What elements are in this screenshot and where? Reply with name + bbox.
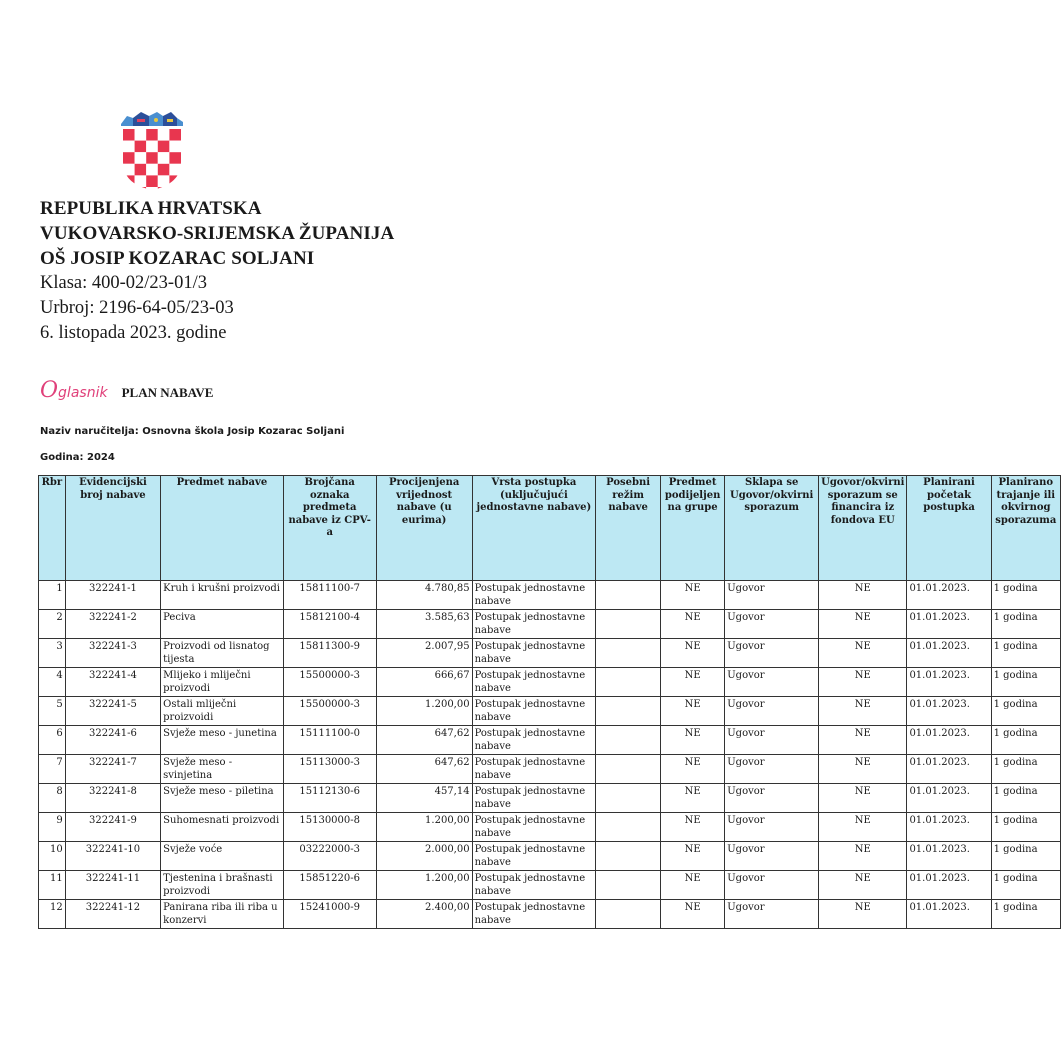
cell-posebni-rezim <box>596 639 661 668</box>
crest-square <box>135 129 147 141</box>
crest-square <box>146 164 158 176</box>
cell-evidencijski-broj: 322241-2 <box>65 610 160 639</box>
cell-predmet: Svježe meso - svinjetina <box>161 755 284 784</box>
cell-trajanje: 1 godina <box>991 842 1060 871</box>
cell-ugovor-tip: Ugovor <box>725 639 819 668</box>
cell-vrsta-postupka: Postupak jednostavne nabave <box>472 697 596 726</box>
cell-vrsta-postupka: Postupak jednostavne nabave <box>472 900 596 929</box>
document-header <box>40 196 394 346</box>
cell-predmet: Ostali mliječni proizvoidi <box>161 697 284 726</box>
cell-vrijednost: 1.200,00 <box>376 697 472 726</box>
crest-square <box>135 164 147 176</box>
cell-pocetak: 01.01.2023. <box>907 639 991 668</box>
table-row <box>39 784 1061 813</box>
cell-vrsta-postupka: Postupak jednostavne nabave <box>472 871 596 900</box>
crest-square <box>123 164 135 176</box>
cell-vrijednost: 647,62 <box>376 726 472 755</box>
cell-vrijednost: 457,14 <box>376 784 472 813</box>
table-row <box>39 871 1061 900</box>
table-row <box>39 813 1061 842</box>
cell-grupe: NE <box>661 813 725 842</box>
cell-trajanje: 1 godina <box>991 871 1060 900</box>
cell-posebni-rezim <box>596 813 661 842</box>
cell-cpv: 15811100-7 <box>283 581 376 610</box>
cell-rbr: 7 <box>39 755 66 784</box>
cell-trajanje: 1 godina <box>991 581 1060 610</box>
cell-posebni-rezim <box>596 755 661 784</box>
cell-grupe: NE <box>661 581 725 610</box>
table-row <box>39 610 1061 639</box>
cell-cpv: 15241000-9 <box>283 900 376 929</box>
cell-ugovor-tip: Ugovor <box>725 900 819 929</box>
cell-cpv: 15812100-4 <box>283 610 376 639</box>
cell-posebni-rezim <box>596 900 661 929</box>
cell-eu-fondovi: NE <box>819 900 907 929</box>
cell-posebni-rezim <box>596 581 661 610</box>
column-header: Planirani početak postupka <box>907 476 991 581</box>
cell-ugovor-tip: Ugovor <box>725 755 819 784</box>
cell-trajanje: 1 godina <box>991 900 1060 929</box>
table-row <box>39 697 1061 726</box>
cell-rbr: 5 <box>39 697 66 726</box>
oglasnik-logo: Oglasnik <box>40 378 108 403</box>
header-country: REPUBLIKA HRVATSKA <box>40 198 262 219</box>
cell-evidencijski-broj: 322241-8 <box>65 784 160 813</box>
cell-rbr: 1 <box>39 581 66 610</box>
cell-evidencijski-broj: 322241-1 <box>65 581 160 610</box>
cell-eu-fondovi: NE <box>819 639 907 668</box>
cell-pocetak: 01.01.2023. <box>907 813 991 842</box>
cell-vrijednost: 4.780,85 <box>376 581 472 610</box>
header-school: OŠ JOSIP KOZARAC SOLJANI <box>40 248 315 269</box>
cell-pocetak: 01.01.2023. <box>907 581 991 610</box>
table-row <box>39 900 1061 929</box>
column-header: Procijenjena vrijednost nabave (u eurima) <box>376 476 472 581</box>
crest-square <box>158 175 170 187</box>
crest-square <box>135 187 147 190</box>
cell-eu-fondovi: NE <box>819 784 907 813</box>
cell-rbr: 10 <box>39 842 66 871</box>
table-row <box>39 726 1061 755</box>
cell-pocetak: 01.01.2023. <box>907 784 991 813</box>
cell-evidencijski-broj: 322241-3 <box>65 639 160 668</box>
cell-vrsta-postupka: Postupak jednostavne nabave <box>472 784 596 813</box>
cell-vrsta-postupka: Postupak jednostavne nabave <box>472 610 596 639</box>
cell-vrijednost: 3.585,63 <box>376 610 472 639</box>
header-date: 6. listopada 2023. godine <box>40 323 227 343</box>
cell-predmet: Peciva <box>161 610 284 639</box>
cell-pocetak: 01.01.2023. <box>907 755 991 784</box>
cell-trajanje: 1 godina <box>991 610 1060 639</box>
column-header: Posebni režim nabave <box>596 476 661 581</box>
column-header: Planirano trajanje ili okvirnog sporazuma <box>991 476 1060 581</box>
cell-posebni-rezim <box>596 871 661 900</box>
table-row <box>39 842 1061 871</box>
cell-vrijednost: 2.400,00 <box>376 900 472 929</box>
cell-vrsta-postupka: Postupak jednostavne nabave <box>472 813 596 842</box>
cell-ugovor-tip: Ugovor <box>725 784 819 813</box>
column-header: Rbr <box>39 476 66 581</box>
cell-cpv: 15851220-6 <box>283 871 376 900</box>
cell-vrijednost: 666,67 <box>376 668 472 697</box>
cell-grupe: NE <box>661 610 725 639</box>
cell-predmet: Panirana riba ili riba u konzervi <box>161 900 284 929</box>
cell-trajanje: 1 godina <box>991 697 1060 726</box>
table-row <box>39 755 1061 784</box>
cell-vrsta-postupka: Postupak jednostavne nabave <box>472 639 596 668</box>
cell-rbr: 3 <box>39 639 66 668</box>
cell-grupe: NE <box>661 755 725 784</box>
cell-grupe: NE <box>661 668 725 697</box>
crest-square <box>169 141 181 153</box>
procurement-plan-table <box>38 475 1061 929</box>
cell-grupe: NE <box>661 900 725 929</box>
column-header: Vrsta postupka (uključujući jednostavne nabave) <box>472 476 596 581</box>
cell-trajanje: 1 godina <box>991 726 1060 755</box>
table-row <box>39 668 1061 697</box>
cell-predmet: Svježe voće <box>161 842 284 871</box>
column-header: Predmet podijeljen na grupe <box>661 476 725 581</box>
cell-pocetak: 01.01.2023. <box>907 726 991 755</box>
crest-square <box>146 152 158 164</box>
crest-square <box>169 129 181 141</box>
crest-square <box>146 129 158 141</box>
crest-square <box>146 175 158 187</box>
contracting-authority: Naziv naručitelja: Osnovna škola Josip Kozarac Soljani <box>40 426 345 437</box>
column-header: Ugovor/okvirni sporazum se financira iz fondova EU <box>819 476 907 581</box>
crest-square <box>146 141 158 153</box>
cell-posebni-rezim <box>596 784 661 813</box>
crest-square <box>158 187 170 190</box>
cell-pocetak: 01.01.2023. <box>907 900 991 929</box>
cell-posebni-rezim <box>596 726 661 755</box>
crest-square <box>135 152 147 164</box>
cell-vrsta-postupka: Postupak jednostavne nabave <box>472 668 596 697</box>
cell-predmet: Svježe meso - piletina <box>161 784 284 813</box>
cell-evidencijski-broj: 322241-4 <box>65 668 160 697</box>
cell-pocetak: 01.01.2023. <box>907 842 991 871</box>
cell-ugovor-tip: Ugovor <box>725 842 819 871</box>
cell-eu-fondovi: NE <box>819 842 907 871</box>
cell-grupe: NE <box>661 871 725 900</box>
cell-evidencijski-broj: 322241-12 <box>65 900 160 929</box>
crest-square <box>169 175 181 187</box>
cell-eu-fondovi: NE <box>819 871 907 900</box>
cell-vrsta-postupka: Postupak jednostavne nabave <box>472 581 596 610</box>
table-row <box>39 639 1061 668</box>
column-header: Evidencijski broj nabave <box>65 476 160 581</box>
crest-square <box>158 129 170 141</box>
header-klasa: Klasa: 400-02/23-01/3 <box>40 273 207 293</box>
cell-eu-fondovi: NE <box>819 726 907 755</box>
cell-cpv: 15113000-3 <box>283 755 376 784</box>
cell-cpv: 15130000-8 <box>283 813 376 842</box>
cell-eu-fondovi: NE <box>819 697 907 726</box>
header-urbroj: Urbroj: 2196-64-05/23-03 <box>40 298 234 318</box>
cell-evidencijski-broj: 322241-6 <box>65 726 160 755</box>
cell-vrsta-postupka: Postupak jednostavne nabave <box>472 726 596 755</box>
crest-square <box>158 164 170 176</box>
cell-grupe: NE <box>661 842 725 871</box>
crest-square <box>169 187 181 190</box>
year: Godina: 2024 <box>40 452 115 463</box>
cell-grupe: NE <box>661 784 725 813</box>
cell-evidencijski-broj: 322241-7 <box>65 755 160 784</box>
cell-eu-fondovi: NE <box>819 581 907 610</box>
cell-cpv: 15500000-3 <box>283 668 376 697</box>
crest-square <box>158 152 170 164</box>
cell-ugovor-tip: Ugovor <box>725 668 819 697</box>
crest-square <box>123 152 135 164</box>
crest-square <box>123 187 135 190</box>
cell-evidencijski-broj: 322241-11 <box>65 871 160 900</box>
cell-rbr: 9 <box>39 813 66 842</box>
column-header: Predmet nabave <box>161 476 284 581</box>
cell-ugovor-tip: Ugovor <box>725 871 819 900</box>
table-row <box>39 581 1061 610</box>
cell-cpv: 15811300-9 <box>283 639 376 668</box>
cell-rbr: 4 <box>39 668 66 697</box>
cell-evidencijski-broj: 322241-9 <box>65 813 160 842</box>
cell-predmet: Tjestenina i brašnasti proizvodi <box>161 871 284 900</box>
cell-vrijednost: 2.000,00 <box>376 842 472 871</box>
cell-pocetak: 01.01.2023. <box>907 610 991 639</box>
crest-square <box>123 175 135 187</box>
cell-predmet: Proizvodi od lisnatog tijesta <box>161 639 284 668</box>
cell-posebni-rezim <box>596 842 661 871</box>
cell-vrsta-postupka: Postupak jednostavne nabave <box>472 755 596 784</box>
cell-rbr: 11 <box>39 871 66 900</box>
croatian-coat-of-arms-icon <box>119 112 185 190</box>
cell-ugovor-tip: Ugovor <box>725 726 819 755</box>
cell-posebni-rezim <box>596 610 661 639</box>
cell-cpv: 15111100-0 <box>283 726 376 755</box>
cell-ugovor-tip: Ugovor <box>725 813 819 842</box>
cell-rbr: 8 <box>39 784 66 813</box>
cell-posebni-rezim <box>596 697 661 726</box>
page-title: PLAN NABAVE <box>121 385 214 400</box>
cell-eu-fondovi: NE <box>819 610 907 639</box>
cell-grupe: NE <box>661 726 725 755</box>
cell-rbr: 2 <box>39 610 66 639</box>
header-county: VUKOVARSKO-SRIJEMSKA ŽUPANIJA <box>40 223 395 244</box>
crest-square <box>123 129 135 141</box>
cell-eu-fondovi: NE <box>819 668 907 697</box>
cell-cpv: 15112130-6 <box>283 784 376 813</box>
cell-vrijednost: 2.007,95 <box>376 639 472 668</box>
cell-trajanje: 1 godina <box>991 668 1060 697</box>
cell-rbr: 12 <box>39 900 66 929</box>
cell-eu-fondovi: NE <box>819 755 907 784</box>
cell-predmet: Kruh i krušni proizvodi <box>161 581 284 610</box>
crest-square <box>146 187 158 190</box>
column-header: Brojčana oznaka predmeta nabave iz CPV-a <box>283 476 376 581</box>
cell-vrijednost: 1.200,00 <box>376 813 472 842</box>
cell-grupe: NE <box>661 639 725 668</box>
cell-pocetak: 01.01.2023. <box>907 697 991 726</box>
cell-ugovor-tip: Ugovor <box>725 610 819 639</box>
cell-trajanje: 1 godina <box>991 784 1060 813</box>
cell-grupe: NE <box>661 697 725 726</box>
cell-predmet: Svježe meso - junetina <box>161 726 284 755</box>
crest-square <box>169 164 181 176</box>
cell-evidencijski-broj: 322241-10 <box>65 842 160 871</box>
crest-square <box>158 141 170 153</box>
crest-square <box>135 141 147 153</box>
cell-vrsta-postupka: Postupak jednostavne nabave <box>472 842 596 871</box>
cell-evidencijski-broj: 322241-5 <box>65 697 160 726</box>
cell-eu-fondovi: NE <box>819 813 907 842</box>
cell-posebni-rezim <box>596 668 661 697</box>
column-header: Sklapa se Ugovor/okvirni sporazum <box>725 476 819 581</box>
crest-square <box>135 175 147 187</box>
cell-ugovor-tip: Ugovor <box>725 581 819 610</box>
title-row <box>40 378 213 403</box>
cell-trajanje: 1 godina <box>991 813 1060 842</box>
cell-predmet: Mlijeko i mliječni proizvodi <box>161 668 284 697</box>
cell-cpv: 03222000-3 <box>283 842 376 871</box>
cell-cpv: 15500000-3 <box>283 697 376 726</box>
cell-ugovor-tip: Ugovor <box>725 697 819 726</box>
cell-rbr: 6 <box>39 726 66 755</box>
cell-predmet: Suhomesnati proizvodi <box>161 813 284 842</box>
cell-vrijednost: 1.200,00 <box>376 871 472 900</box>
cell-pocetak: 01.01.2023. <box>907 668 991 697</box>
crest-square <box>169 152 181 164</box>
cell-pocetak: 01.01.2023. <box>907 871 991 900</box>
cell-vrijednost: 647,62 <box>376 755 472 784</box>
cell-trajanje: 1 godina <box>991 755 1060 784</box>
cell-trajanje: 1 godina <box>991 639 1060 668</box>
crest-square <box>123 141 135 153</box>
